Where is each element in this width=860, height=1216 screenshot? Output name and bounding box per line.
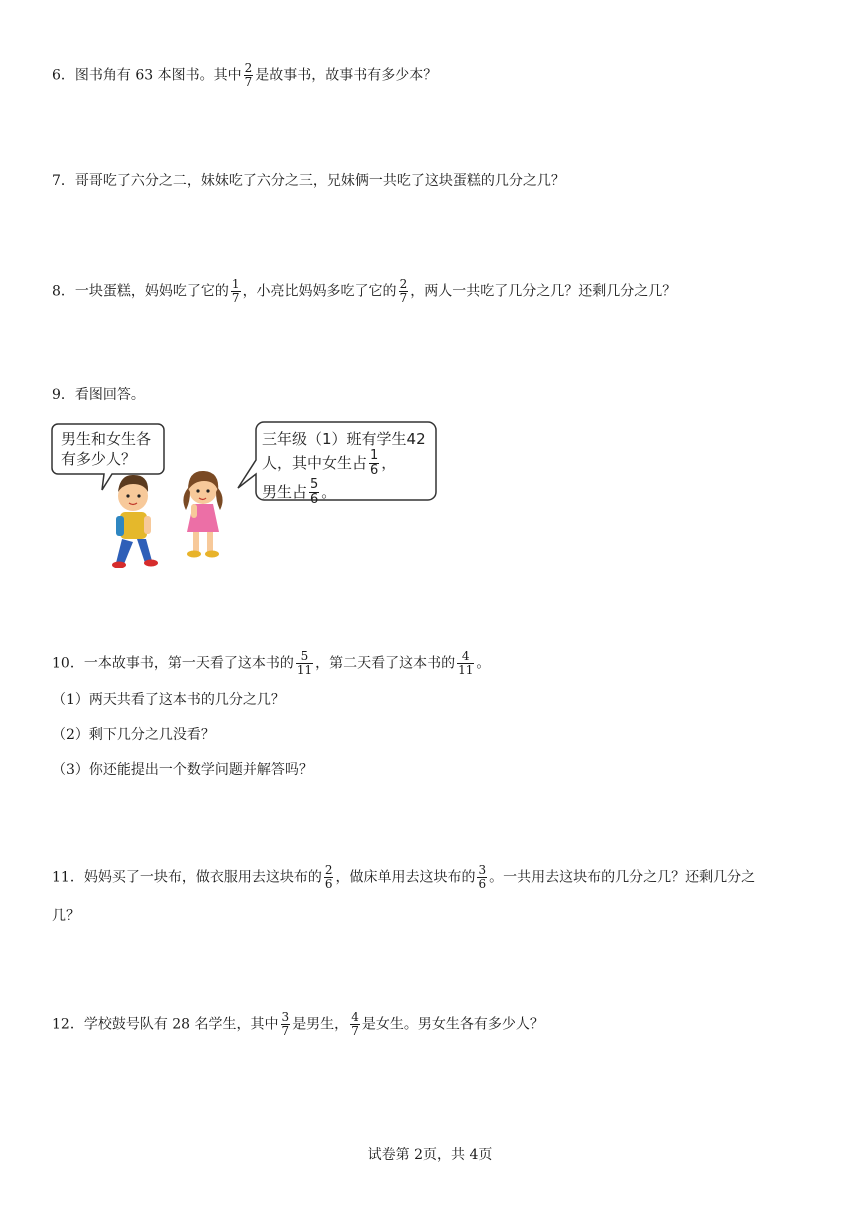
question-10-part-1: （1）两天共看了这本书的几分之几？ (52, 692, 285, 708)
page-footer: 试卷第 2页，共 4页 (367, 1147, 493, 1163)
question-6: 6．图书角有 63 本图书。其中 $\frac{2}{7}$ 是故事书，故事书有多少本？ (52, 61, 438, 89)
question-10: 10．一本故事书，第一天看了这本书的 $\frac{5}{11}$ ，第二天看了这本书的 $\frac{4}{11}$ 。 (52, 649, 491, 677)
fraction: $\frac{2}{7}$ (244, 61, 253, 89)
girl-figure (183, 471, 222, 558)
question-number: 12． (52, 1016, 84, 1033)
boy-figure (112, 475, 158, 568)
question-number: 8． (52, 283, 75, 300)
fraction: $\frac{1}{7}$ (231, 277, 240, 305)
question-9: 9．看图回答。 (52, 387, 145, 403)
fraction: $\frac{4}{11}$ (458, 649, 474, 677)
boy-bubble-text: 男生和女生各 有多少人？ (61, 430, 152, 468)
question-7: 7．哥哥吃了六分之二，妹妹吃了六分之三，兄妹俩一共吃了这块蛋糕的几分之几？ (52, 173, 565, 189)
girl-bubble-text: 三年级（1）班有学生42 人，其中女生占 $\frac{1}{6}$ ， 男生占 $\frac{5}{6}$ 。 (262, 430, 426, 507)
fraction: $\frac{3}{7}$ (281, 1010, 290, 1038)
question-number: 9． (52, 387, 75, 403)
question-11: 11．妈妈买了一块布，做衣服用去这块布的 $\frac{2}{6}$ ，做床单用去这块布的 $\frac{3}{6}$ 。一共用去这块布的几分之几？还剩几分之 (52, 863, 756, 891)
question-number: 10． (52, 655, 84, 672)
question-number: 6． (52, 67, 75, 84)
fraction: $\frac{3}{6}$ (478, 863, 487, 891)
fraction: $\frac{2}{6}$ (324, 863, 333, 891)
fraction: $\frac{5}{6}$ (310, 477, 319, 507)
question-12: 12．学校鼓号队有 28 名学生，其中 $\frac{3}{7}$ 是男生， $\frac{4}{7}$ 是女生。男女生各有多少人？ (52, 1010, 544, 1038)
fraction: $\frac{1}{6}$ (370, 448, 379, 478)
question-8: 8．一块蛋糕，妈妈吃了它的 $\frac{1}{7}$ ，小亮比妈妈多吃了它的 $\frac{2}{7}$ ，两人一共吃了几分之几？还剩几分之几？ (52, 277, 677, 305)
fraction: $\frac{5}{11}$ (296, 649, 313, 677)
fraction: $\frac{2}{7}$ (399, 277, 408, 305)
question-11-continuation: 几？ (52, 908, 80, 924)
question-number: 7． (52, 173, 75, 189)
fraction: $\frac{4}{7}$ (351, 1010, 359, 1038)
question-10-part-2: （2）剩下几分之几没看？ (52, 727, 215, 743)
question-number: 11． (52, 869, 84, 886)
question-10-part-3: （3）你还能提出一个数学问题并解答吗？ (52, 762, 313, 778)
